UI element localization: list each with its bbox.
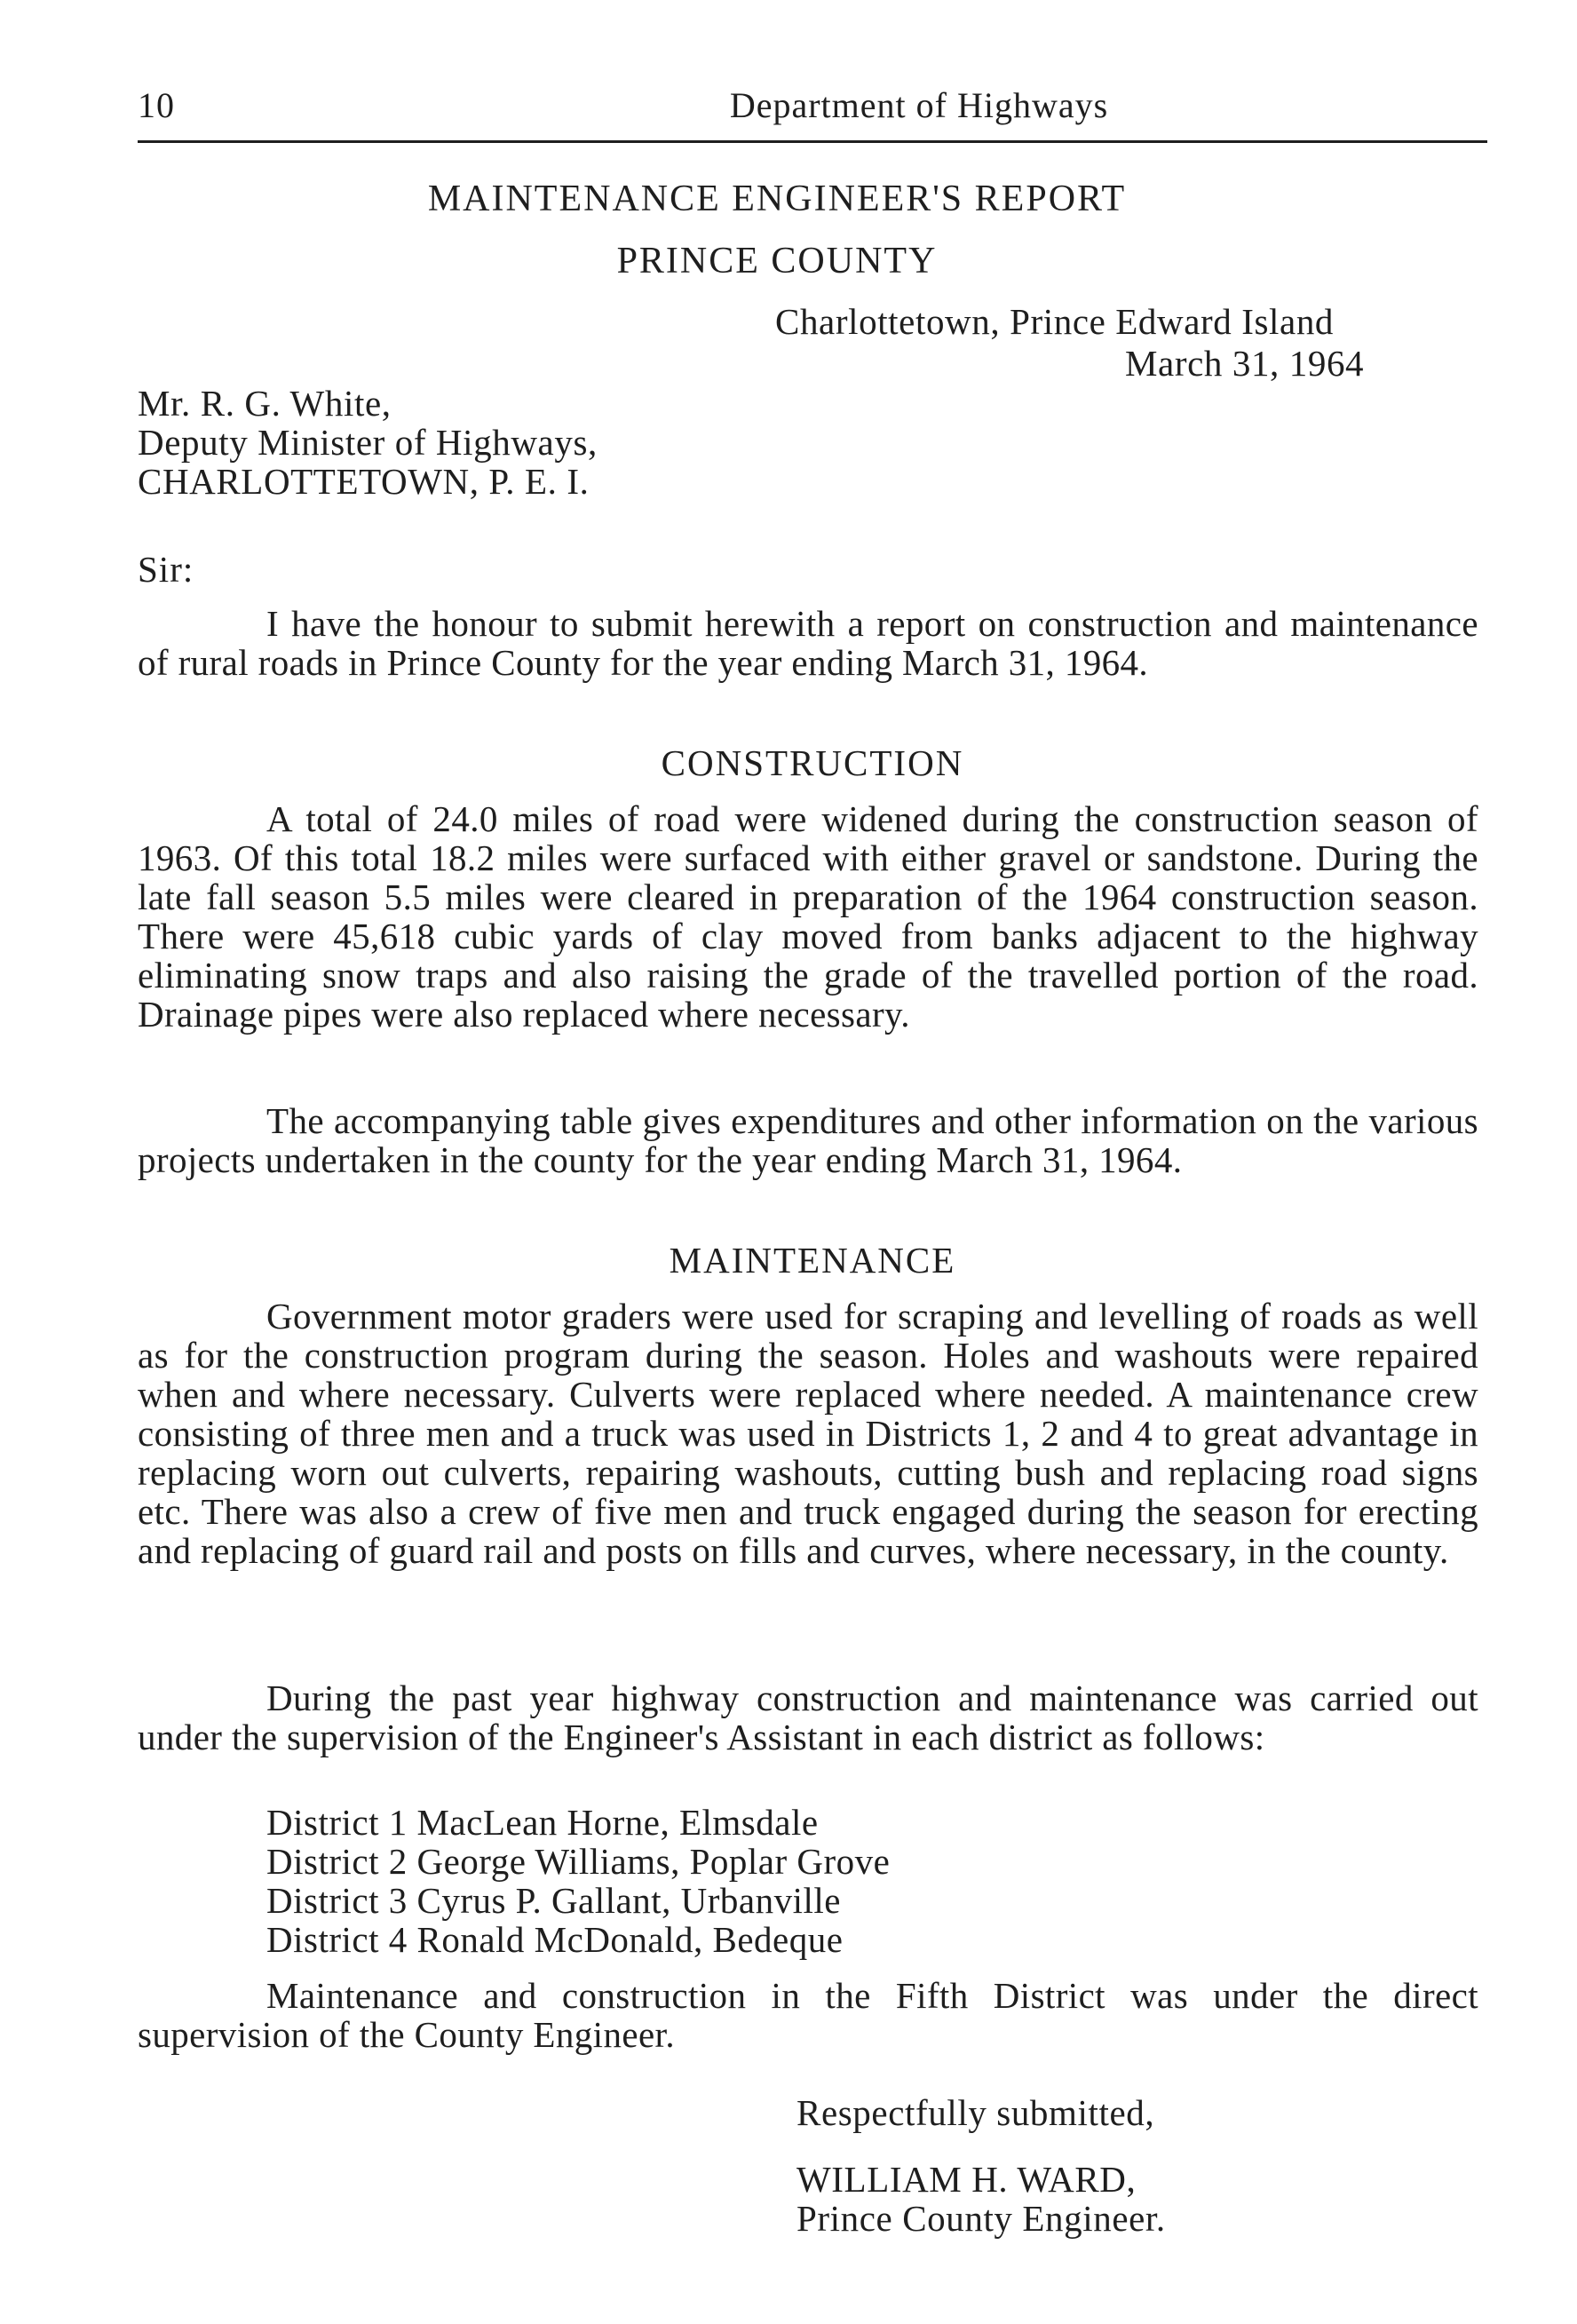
signature-title: Prince County Engineer. [796,2198,1166,2239]
maintenance-paragraph-2: During the past year highway construction and maintenance was carried out under the supervision of the Engineer's Assistant in each district as follows: [138,1678,1478,1757]
addressee-name: Mr. R. G. White, [138,383,392,424]
header-rule [138,140,1487,143]
district-row: District 2 George Williams, Poplar Grove [266,1841,891,1882]
report-subtitle: PRINCE COUNTY [616,241,938,282]
addressee-block [138,384,598,501]
construction-heading: CONSTRUCTION [661,742,964,783]
dateline-place: Charlottetown, Prince Edward Island [775,301,1335,342]
dateline-date: March 31, 1964 [1125,343,1365,384]
report-title: MAINTENANCE ENGINEER'S REPORT [427,178,1127,219]
page-number: 10 [138,85,175,125]
district-row: District 4 Ronald McDonald, Bedeque [266,1919,844,1960]
maintenance-heading: MAINTENANCE [669,1240,956,1281]
maintenance-paragraph-3: Maintenance and construction in the Fifth District was under the direct supervision of the County Engineer. [138,1975,1478,2055]
maintenance-paragraph-1: Government motor graders were used for scraping and levelling of roads as well as for the construction program during the season. Holes and washouts were repaired when and where necessary. Culverts were replaced where needed. A maintenance crew consisting of three men and a truck was used in Districts 1, 2 and 4 to great advantage in replacing worn out culverts, repairing washouts, cutting bush and replacing road signs etc. There was also a crew of five men and truck engaged during the season for erecting and replacing of guard rail and posts on fills and curves, where necessary, in the county. [138,1296,1478,1571]
intro-paragraph: I have the honour to submit herewith a report on construction and maintenance of rural roads in Prince County for the year ending March 31, 1964. [138,603,1478,683]
running-title: Department of Highways [729,85,1109,125]
district-row: District 3 Cyrus P. Gallant, Urbanville [266,1880,841,1921]
salutation: Sir: [138,549,194,590]
district-row: District 1 MacLean Horne, Elmsdale [266,1802,819,1843]
closing: Respectfully submitted, [796,2092,1155,2133]
running-header [138,84,1487,141]
signature-block [796,2160,1166,2238]
addressee-location: CHARLOTTETOWN, P. E. I. [138,461,590,502]
signature-name: WILLIAM H. WARD, [796,2159,1137,2200]
construction-paragraph-2: The accompanying table gives expenditures and other information on the various projects undertaken in the county for the year ending March 31, 1964. [138,1100,1478,1180]
addressee-position: Deputy Minister of Highways, [138,422,598,463]
construction-paragraph-1: A total of 24.0 miles of road were widened during the construction season of 1963. Of this total 18.2 miles were surfaced with either gravel or sandstone. During the late fall season 5.5 miles were cleared in preparation of the 1964 construction season. There were 45,618 cubic yards of clay moved from banks adjacent to the highway eliminating snow traps and also raising the grade of the travelled portion of the road. Drainage pipes were also replaced where necessary. [138,798,1478,1035]
district-list [266,1803,890,1959]
